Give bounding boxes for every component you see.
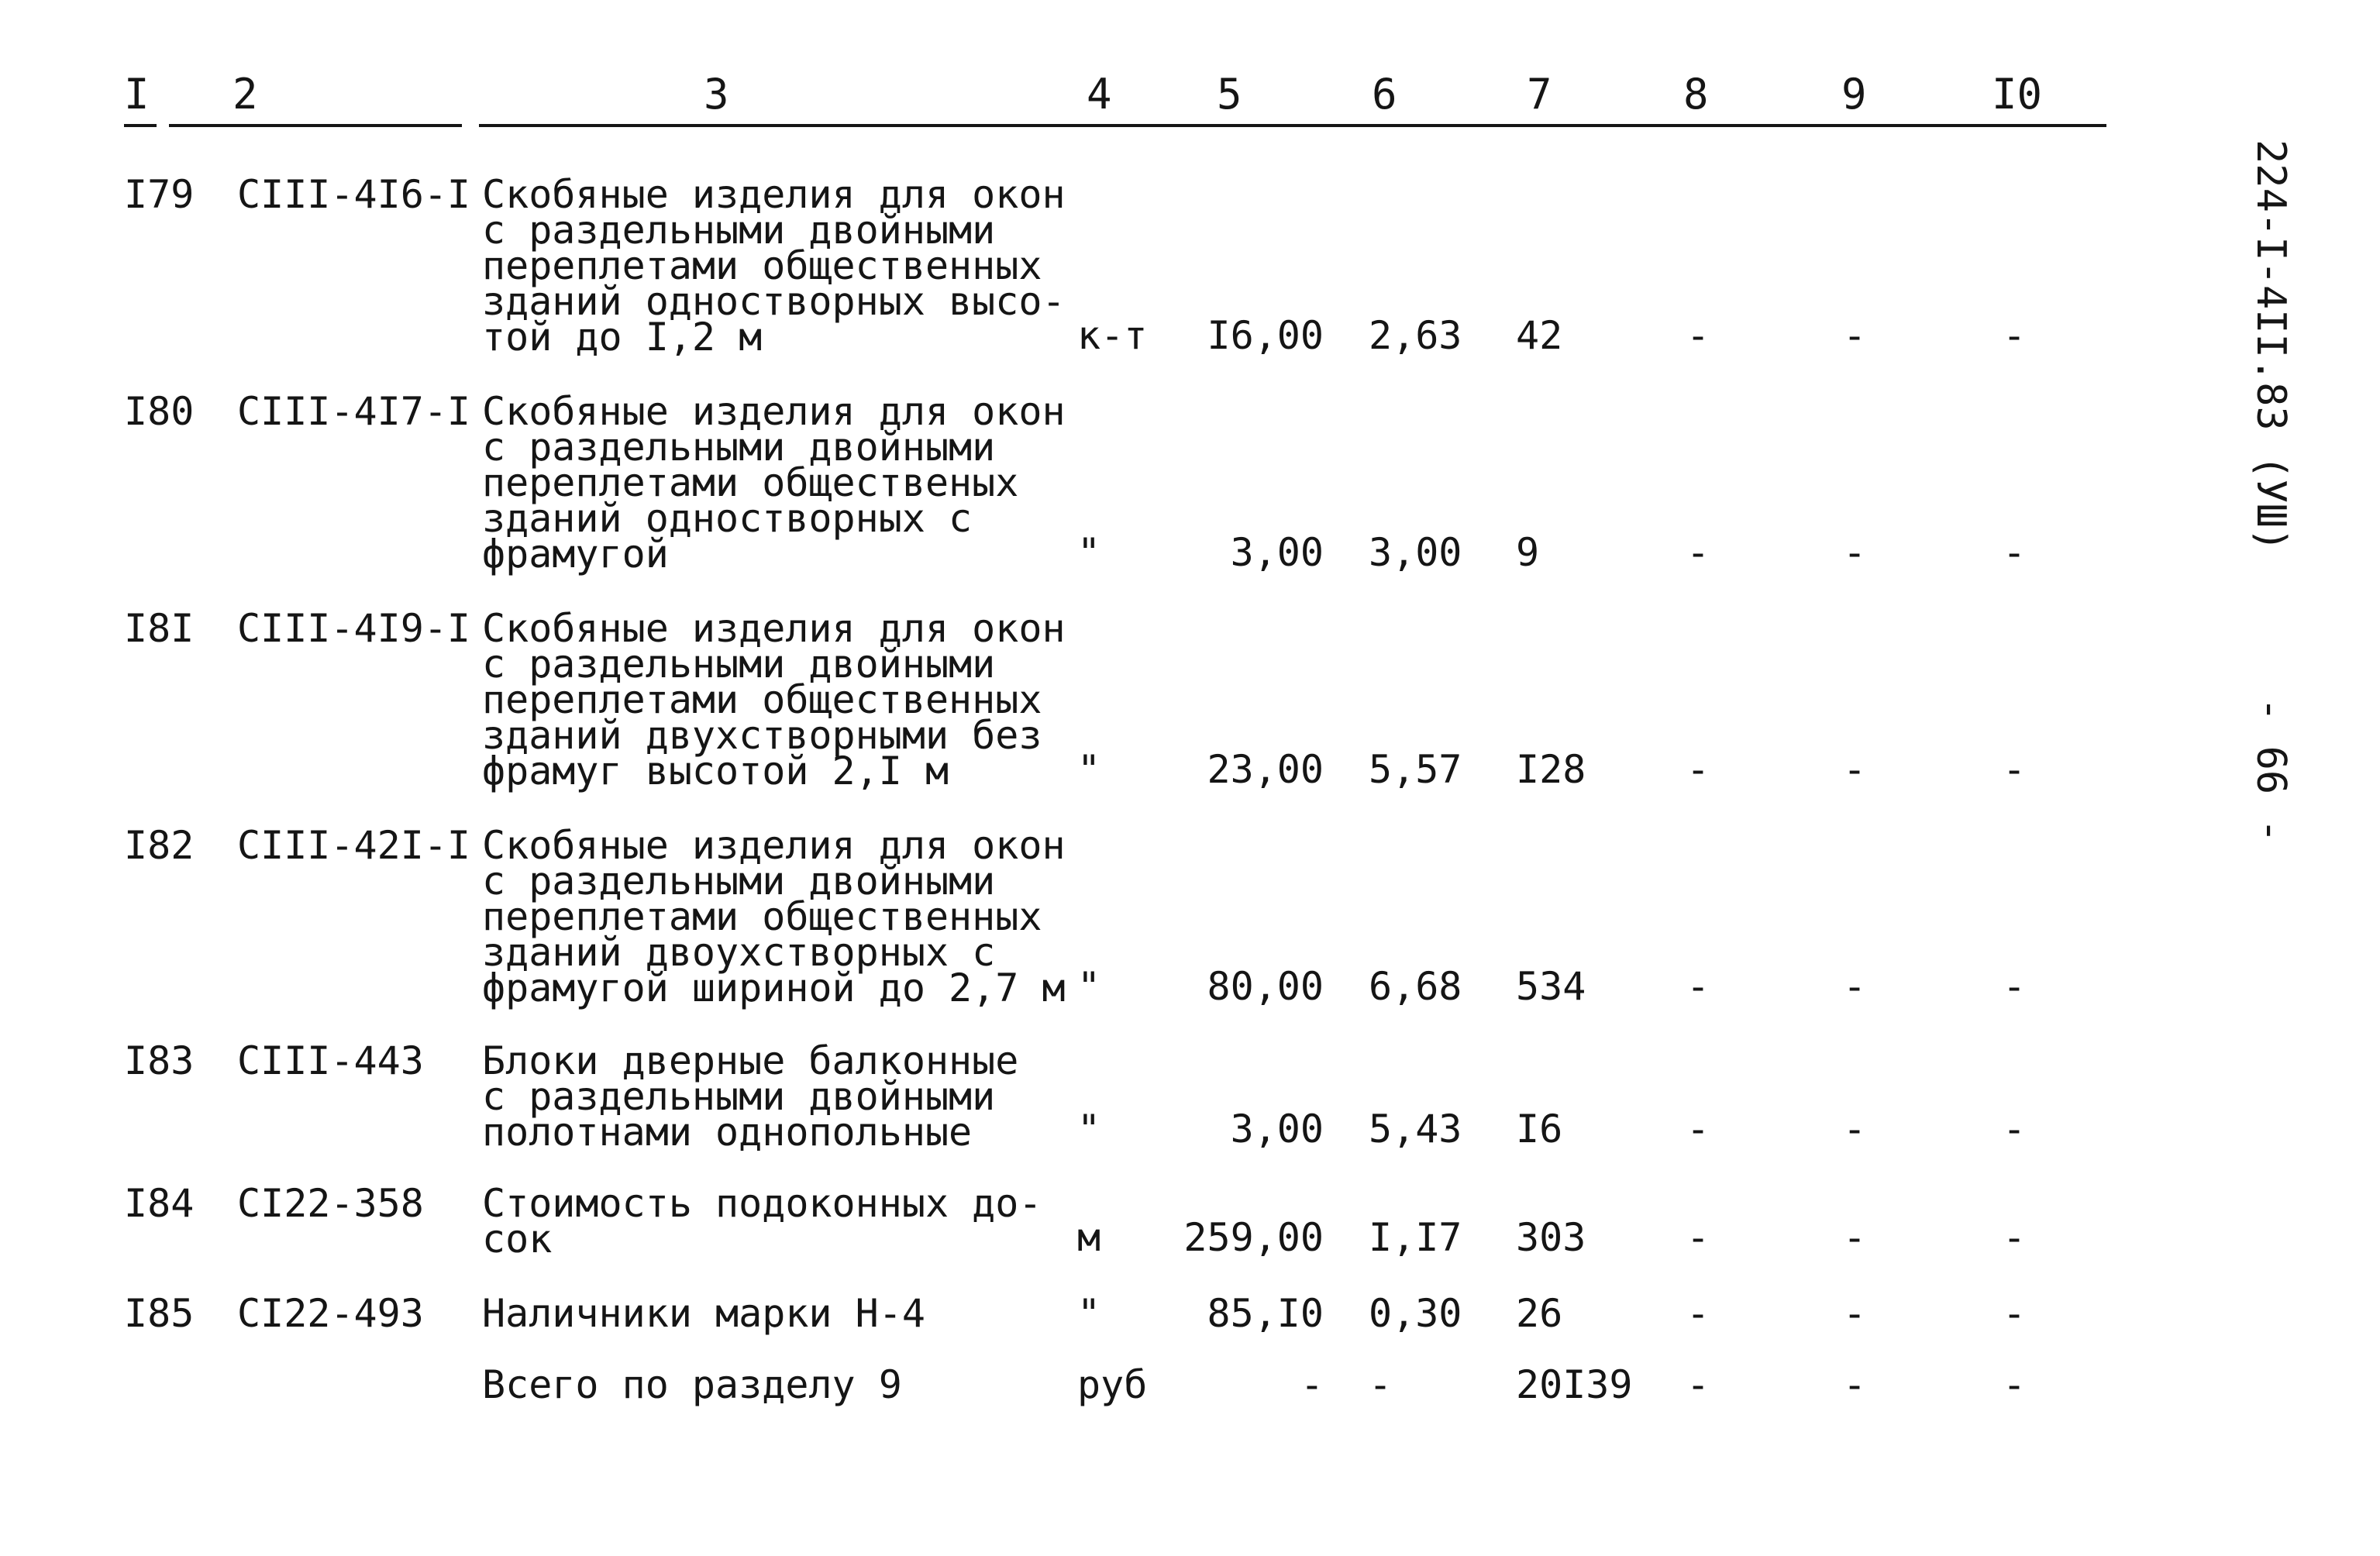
row-col9: - [1843,1215,1867,1260]
row-col8: - [1686,1215,1710,1260]
row-price: I,I7 [1369,1215,1462,1260]
row-name: Блоки дверные балконные с раздельными двойными полотнами однопольные [482,1038,1019,1155]
col-header-8: 8 [1683,70,1709,119]
row-unit: " [1077,964,1101,1009]
total-col9: - [1843,1362,1867,1407]
row-name: Скобяные изделия для окон с раздельными двойными переплетами общественных зданий двоухстворных с фрамугой шириной до 2,7 м [482,823,1066,1010]
row-col8: - [1686,1107,1710,1152]
row-code: CIII-4I9-I [237,606,471,651]
row-col9: - [1843,1107,1867,1152]
total-qty: - [1300,1362,1324,1407]
row-code: CI22-493 [237,1291,424,1336]
row-unit: " [1077,1107,1101,1152]
total-col8: - [1686,1362,1710,1407]
col-header-9: 9 [1841,70,1867,119]
row-col8: - [1686,1291,1710,1336]
col-header-3: 3 [704,70,729,119]
total-price: - [1369,1362,1393,1407]
row-number: I82 [124,823,195,868]
col-header-7: 7 [1527,70,1552,119]
col-header-4: 4 [1087,70,1112,119]
row-number: I83 [124,1038,195,1083]
row-price: 2,63 [1369,313,1462,358]
row-name: Скобяные изделия для окон с раздельными двойными переплетами общественых зданий одностворных с фрамугой [482,389,1066,577]
row-unit: м [1077,1215,1101,1260]
row-code: CIII-4I6-I [237,172,471,217]
total-unit: руб [1077,1362,1148,1407]
row-col9: - [1843,530,1867,575]
row-number: I8I [124,606,195,651]
row-total: 303 [1516,1215,1586,1260]
row-name: Скобяные изделия для окон с раздельными двойными переплетами общественных зданий одностворных высо- той до I,2 м [482,172,1066,360]
row-number: I85 [124,1291,195,1336]
row-number: I79 [124,172,195,217]
row-col8: - [1686,747,1710,792]
row-qty: 80,00 [1207,964,1324,1009]
row-code: CIII-42I-I [237,823,471,868]
row-total: 534 [1516,964,1586,1009]
header-underline-2 [169,124,462,127]
row-number: I80 [124,389,195,434]
row-unit: " [1077,530,1101,575]
row-qty: 85,I0 [1207,1291,1324,1336]
row-number: I84 [124,1181,195,1226]
row-code: CI22-358 [237,1181,424,1226]
row-col10: - [2003,1215,2027,1260]
row-col10: - [2003,313,2027,358]
total-label: Всего по разделу 9 [482,1362,902,1407]
document-code: 224-I-4II.83 (УШ) [2247,139,2294,553]
row-total: I28 [1516,747,1586,792]
col-header-5: 5 [1217,70,1242,119]
row-col9: - [1843,747,1867,792]
row-qty: 3,00 [1230,530,1324,575]
row-col10: - [2003,964,2027,1009]
col-header-6: 6 [1372,70,1397,119]
row-col8: - [1686,530,1710,575]
row-price: 5,43 [1369,1107,1462,1152]
row-qty: 3,00 [1230,1107,1324,1152]
row-col10: - [2003,1291,2027,1336]
row-total: I6 [1516,1107,1563,1152]
col-header-2: 2 [232,70,258,119]
row-col9: - [1843,313,1867,358]
row-col10: - [2003,1107,2027,1152]
row-code: CIII-4I7-I [237,389,471,434]
row-price: 5,57 [1369,747,1462,792]
row-col8: - [1686,313,1710,358]
row-name: Наличники марки Н-4 [482,1291,925,1336]
row-price: 6,68 [1369,964,1462,1009]
row-col8: - [1686,964,1710,1009]
row-total: 9 [1516,530,1540,575]
row-name: Стоимость подоконных до- сок [482,1181,1042,1262]
row-code: CIII-443 [237,1038,424,1083]
row-unit: к-т [1077,313,1148,358]
row-unit: " [1077,747,1101,792]
row-qty: 259,00 [1183,1215,1324,1260]
row-price: 3,00 [1369,530,1462,575]
row-col9: - [1843,1291,1867,1336]
col-header-1: I [124,70,150,119]
header-underline-3 [479,124,2106,127]
row-total: 42 [1516,313,1563,358]
row-col9: - [1843,964,1867,1009]
total-col10: - [2003,1362,2027,1407]
row-total: 26 [1516,1291,1563,1336]
header-underline-1 [124,124,157,127]
page-number: - 66 - [2247,697,2294,843]
row-col10: - [2003,747,2027,792]
row-qty: I6,00 [1207,313,1324,358]
row-col10: - [2003,530,2027,575]
col-header-10: I0 [1992,70,2043,119]
row-qty: 23,00 [1207,747,1324,792]
row-name: Скобяные изделия для окон с раздельными двойными переплетами общественных зданий двухстворными без фрамуг высотой 2,I м [482,606,1066,793]
row-price: 0,30 [1369,1291,1462,1336]
total-sum: 20I39 [1516,1362,1633,1407]
row-unit: " [1077,1291,1101,1336]
